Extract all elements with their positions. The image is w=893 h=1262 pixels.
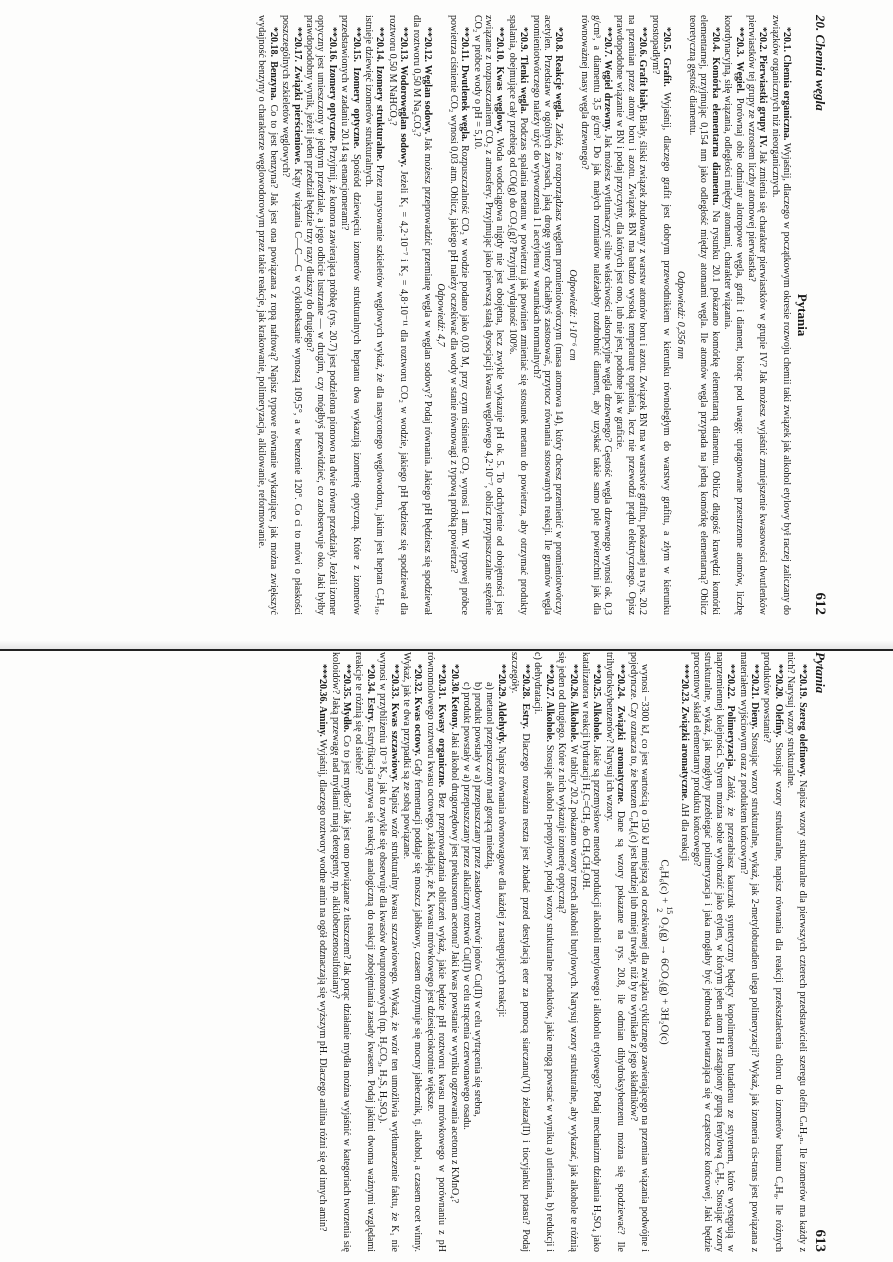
question-label: **20.17. Związki pierścieniowe.	[291, 27, 303, 165]
question-item	[401, 652, 424, 1252]
question-text: Porównaj obie odmiany alotropowe węgla, grafit i diament, biorąc pod uwagę: upragnowane przestrzenne atomów, liczbę koordynacyjną, siłę wiązania, odległości między atomami, charakter wiązania.	[722, 15, 745, 615]
question-label: ***20.36. Aminy.	[317, 664, 329, 737]
question-text: Napisz równania równowagowe dla każdej z następujących reakcji:	[496, 746, 508, 1018]
reaction-formula	[654, 652, 674, 1252]
question-item	[386, 15, 409, 615]
question-item	[448, 652, 459, 1252]
sub-item-list	[461, 682, 495, 1252]
question-text: Na rysunku 20.1 pokazano komórkę elementarną diamentu. Oblicz długość krawędzi komórki elementarnej, przyjmując 0,154 nm jako odległość między atomami węgla. Ile atomów węgla przypada na jedną komórkę elementarną? Oblicz teoretyczną gęstość diamentu.	[686, 15, 721, 615]
question-item	[532, 652, 555, 1252]
question-label: *20.4. Komórka elementarna diamentu.	[709, 27, 721, 206]
chapter-header: Pytania	[813, 652, 828, 694]
question-item	[556, 652, 579, 1252]
question-list	[678, 652, 807, 1252]
question-label: **20.3. Węgiel.	[733, 27, 745, 94]
question-label: **20.27. Alkohole.	[543, 664, 555, 743]
question-label: **20.28. Estry.	[520, 664, 532, 729]
question-list	[256, 15, 792, 615]
sub-item: a) metanol przepuszczony nad gorącą miedzią,	[483, 682, 495, 870]
chapter-header: 20. Chemia węgla	[813, 15, 828, 111]
formula-left: C₆H₆(c) +	[658, 859, 671, 904]
question-label: **20.6. Grafit biały.	[637, 27, 649, 113]
question-item	[737, 652, 760, 1252]
page-gutter-shadow	[0, 640, 893, 649]
question-label: **20.31. Kwasy organiczne.	[436, 664, 448, 788]
question-item	[579, 15, 613, 615]
page-612	[136, 15, 826, 615]
question-item	[353, 652, 376, 1252]
question-text: Co to jest benzyna? Jak jest ona powiązana z ropą naftową? Napisz typowe równanie wykazujące, jak można zwiększyć wydajność benzyny o charakterze węglowodorowym przez takie reakcje, jak krakowanie, polimeryzacja, alkilowanie, reformowanie.	[256, 15, 279, 615]
question-text: ΔH dla reakcji	[678, 803, 690, 862]
question-item	[496, 652, 507, 1252]
question-label: **20.13. Wodorowęglan sodowy.	[398, 27, 410, 168]
question-item	[447, 15, 470, 615]
answer-line: Odpowiedź: 4,7	[435, 283, 447, 347]
question-text: Jak zmienia się charakter pierwiastków w grupie IV? Jak możesz wyjaśnić zmniejszenie kwasowości dwutlenków pierwiastków tej grupy ze wzrostem liczby atomowej pierwiastka?	[745, 15, 769, 616]
question-text: Jak możesz przeprowadzić przemianę węgla w węglan sodowy? Podaj równania. Jakiego pH będziesz się spodziewał dla roztworu 0,50 M Na₂CO₃?	[410, 15, 433, 616]
question-item	[649, 15, 672, 615]
question-item	[678, 652, 689, 1252]
question-label: *20.8. Reakcje węgla.	[553, 27, 565, 120]
question-label: *20.5. Grafit.	[661, 27, 673, 87]
question-text: Przyjmij, że komora zawierająca próbkę (rys. 20.7) jest podzielona pionowo na dwie równe przedziały. Jeżeli izomer optyczny jest umieszczony w jednym przedziale, a jego odbicie lustrzane — w drugim, czy mógłbyś przewidzieć, co zaobserwuje oko. Jaki byłby prawdopodobny wynik, jeżeli jeden przedział będzie trzy razy dłuższy do drugiego?	[303, 15, 338, 616]
section-title: Pytania	[794, 293, 810, 337]
question-item	[329, 652, 352, 1252]
question-text: Napisz wzory strukturalne dla pierwszych czterech przedstawicieli szeregu olefin CₙH₂ₙ. Ile izomerów ma każdy z nich? Narysuj wzory strukturalne.	[785, 652, 808, 1252]
page-number: 612	[812, 592, 828, 615]
question-text: Estryfikacja nazywa się reakcję analogiczną do reakcji zobojętniania zasady kwasem. Podaj jakimi dwoma ważnymi względami reakcje te różnią się od siebie?	[353, 652, 376, 1252]
question-item	[304, 15, 338, 615]
question-item	[377, 652, 400, 1252]
running-head	[814, 652, 826, 1252]
question-text: Wyjaśnij, dlaczego grafit jest dobrym przewodnikiem w kierunku równoległym do warstwy grafitu, a złym w kierunku prostopadłym?	[649, 15, 673, 615]
fraction-numerator: 15	[665, 906, 675, 915]
question-label: **20.12. Węglan sodowy.	[422, 27, 433, 135]
question-label: **20.16. Izomery optyczne.	[326, 27, 338, 143]
question-text: Biały, śliski związek zbudowany z warstw atomów boru i azotu. Związek BN ma w warstwie grafitu, pokazanej na rys. 20.2 na przemian przez atomy boru i azotu. Związek BN ma bardzo wysoką temperaturę topnienia, lecz nie przewodzi prądu elektrycznego. Opisz prawdopodobne wiązanie w BN i podaj przyczyny, dla których jest ono, lub nie jest, podobne jak w graficie.	[614, 15, 649, 615]
question-text: Jaki alkohol drugorzędowy jest prekursorem acetonu? Jaki kwas powstanie w wyniku ogrzewania acetonu z KMnO₄?	[448, 732, 460, 1204]
question-item	[256, 15, 279, 615]
question-item	[769, 15, 792, 615]
page-number: 613	[812, 1229, 828, 1252]
question-text: wynosi −3300 kJ, co jest wartością o 150 kJ mniejszą od oczekiwanej dla związku cyklicznego zawierającego na przemian wiązania podwójne i pojedyncze. Czy oznacza to, że benzen C₆H₆(c) jest bardziej lub mniej trwały, niż by to wynikało z jego składników?	[627, 652, 651, 1252]
question-label: **20.14. Izomery strukturalne.	[374, 27, 386, 162]
question-item	[280, 15, 303, 615]
question-label: **20.15. Izomery optyczne.	[350, 27, 362, 149]
question-text: Podczas spalania metanu w powietrzu jak powinien zmieniać się stosunek metanu do powietrza, aby otrzymać produkty spalania, obejmujące cały przebieg od CO(g) do CO₂(g)? Przyjmij wydajność 100%.	[506, 15, 530, 615]
question-text: Dlaczego rozważna reszta jest zbadać przed destylacją eter za pomocą siarczanu(VI) żelaza(II) i tiocyjanku potasu? Podaj szczegóły.	[508, 652, 532, 1253]
question-label: *20.2. Pierwiastki grupy IV.	[757, 27, 769, 148]
question-label: *20.34. Estry.	[364, 664, 376, 723]
formula-fraction	[654, 906, 674, 914]
question-text: Napisz wzór strukturalny kwasu szczawiowego. Wykaż, że wzór ten umożliwia wytłumaczenie faktu, że K₁ nie wynosi w przybliżeniu 10⁻³ K₂, jak to zwykle się obserwuje dla kwasów dwuprotonowych (np. H₂CO₃, H₂S, H₂SO₃).	[377, 652, 400, 1252]
question-text: Co to jest mydło? Jak jest ono powiązane z tłuszczem? Jak porąc działanie mydła można wyjaśnić w kategoriach tworzenia się koloidów? Jaką przewagę nad mydłami mają detergenty, np. alkilobenzenosulfoniany?	[329, 652, 352, 1252]
question-label: **20.22. Polimeryzacja.	[725, 664, 737, 770]
question-item	[746, 15, 769, 615]
question-text: Wyjaśnij, dlaczego roztwory wodne amin na ogół odznaczają się wyższym pH. Dlaczego anilina różni się od innych amin?	[317, 739, 329, 1232]
question-text: Kąty wiązania C—C—C w cykloheksanie wynoszą 109,5°, a w benzenie 120°. Co ci to mówi o płaskości poszczególnych szkieletów węglowych?	[280, 15, 303, 616]
question-item	[691, 652, 737, 1252]
question-text: Rozpuszczalność CO₂ w wodzie podano jako 0,03 M, przy czym ciśnienie CO₂ wynosi 1 atm. W typowej próbce powietrza ciśnienie CO₂ wynosi 0,03 atm. Oblicz, jakiego pH należy oczekiwać dla wody w stanie równowagi z typową próbką powietrza?	[447, 15, 471, 616]
question-item	[580, 652, 603, 1252]
question-item	[761, 652, 784, 1252]
question-item	[604, 652, 627, 1252]
question-item	[614, 15, 648, 615]
question-text: Dane są wzory pokazane na rys. 20.8, ile odmian dihydroksybenzenu można się spodziewać? Ile trihydroksybenzenów? Narysuj ich wzory.	[603, 652, 627, 1252]
question-label: **20.35. Mydło.	[340, 664, 352, 733]
question-item	[317, 652, 328, 1252]
sub-item: c) produkt powstały w a) przepuszczany przez alkaliczny roztwór Cu(II) w celu strącenia czerwonawego osadu.	[461, 682, 473, 1130]
sub-item: b) produkt powstały w a) przepuszczany przez zasadowy roztwór jonów Cu(II) w celu wytrącenia się srebra,	[472, 682, 484, 1117]
running-head	[814, 15, 826, 615]
question-item	[471, 15, 505, 615]
answer-line: Odpowiedź: 1·10⁻⁶ cm	[566, 269, 578, 361]
question-label: *20.1. Chemia organiczna.	[781, 27, 793, 141]
question-label: *20.32. Kwas octowy.	[412, 664, 424, 756]
question-list	[317, 652, 460, 1252]
question-item	[627, 652, 650, 1252]
question-item	[410, 15, 433, 615]
question-label: **20.33. Kwas szczawiowy.	[388, 664, 400, 783]
question-item	[687, 15, 721, 615]
question-label: **20.24. Związki aromatyczne.	[615, 664, 627, 805]
question-label: **20.29. Aldehydy.	[496, 664, 508, 745]
fraction-denominator: 2	[655, 908, 665, 913]
question-item	[722, 15, 745, 615]
question-item	[785, 652, 808, 1252]
question-text: Załóż, że przerabiasz kauczuk syntetyczny będący kopolimerem butadienu ze styrenem, które występują w naprzemiennej kolejności. Styren można sobie wyobrazić jako etylen, w którym jeden atom H zastąpiony grupą fenylową C₆H₅. Stosując wzory strukturalne, wykaż, jak mogłyby przebiegać polimeryzacja i jaka mogłaby być jednostka powtarzająca się w cząsteczce końcowej. Jaki będzie procentowy skład elementarny produktu końcowego?	[690, 652, 737, 1253]
question-label: **20.21. Dieny.	[748, 664, 760, 730]
question-text: Wyjaśnij, dlaczego w początkowym okresie rozwoju chemii taki związek jak alkohol etylowy był raczej zaliczany do związków organicznych niż nieorganicznych.	[769, 15, 793, 616]
question-text: Bez przeprowadzania obliczeń wykaż, jakie będzie pH roztworu kwasu mrówkowego w porównaniu z pH równomolowego roztworu kwasu octowego, zakładając, że Kₐ kwasu mrówkowego jest dziesięciokrotnie większe.	[424, 652, 448, 1253]
formula-right: O₂(g) → 6CO₂(g) + 3H₂O(c)	[658, 916, 671, 1045]
question-text: Stosując alkohol n-propylowy, podaj wzory strukturalne produktów, jakie mogą powstać w wyniku a) utleniania, b) redukcji i c) dehydratacji.	[532, 652, 555, 1252]
page-613	[136, 652, 826, 1252]
question-text: Jeżeli K₁ = 4,2·10⁻⁷ i K₂ = 4,8·10⁻¹¹ dla roztworu CO₂ w wodzie, jakiego pH będziesz się spodziewał dla roztworu 0,50 M NaHCO₃?	[386, 15, 410, 615]
question-text: Jak możesz wytłumaczyć silne właściwości adsorpcyjne węgla drzewnego? Gęstość węgla drzewnego wynosi ok. 0,3 g/cm³, a diamentu 3,5 g/cm³. Do jak małych rozmiarów należałoby rozdrobnić diament, aby uzyskać takie samo pole powierzchni jak dla równoważnej masy węgla drzewnego?	[579, 15, 614, 615]
question-label: **20.10. Kwas węglowy.	[494, 27, 506, 134]
question-text: Stosując wzory strukturalne, napisz równania dla reakcji przekształcenia chloru do izomerów butanu C₄H₈. Ile różnych produktów powstanie?	[761, 652, 784, 1253]
question-text: Przez narysowanie szkieletów węglowych wykaż, że dla nasyconego węglowodoru, jakim jest heptan C₇H₁₆, istnieje dziewięć izomerów strukturalnych.	[362, 15, 386, 615]
question-text: Stosując wzory strukturalne, wykaż, jak 2-metylobutadien ulega polimeryzacji? Wykaż, jak izomeria cis-trans jest powiązana z materiałem wyjściowym oraz z produktem końcowym?	[737, 652, 760, 1253]
question-label: *20.9. Tlenki węgla.	[518, 27, 530, 114]
question-label: **20.25. Alkohole.	[591, 664, 603, 743]
question-label: ***20.23. Związki aromatyczne.	[678, 664, 690, 801]
question-text: Spośród dziewięciu izomerów strukturalnych heptanu dwa wykazują izomerię optyczną. Które z izomerów przedstawionych w zadaniu 20.14 są enancjomerami?	[339, 15, 362, 615]
page-gutter-line	[0, 649, 893, 651]
question-text: Gdy fermentacji poddaje się moszcz jabłkowy, czasem otrzymuje się mocny jabłecznik, tj. alkohol, a czasem ocet winny. Wykaż, jak te dwa przypadki są ze sobą powiązane.	[401, 652, 424, 1252]
question-text: Woda wodociągowa nigdy nie jest obojętna, lecz zwykle wykazuje pH ok. 5. To odchylenie od obojętności jest związane z rozpuszczaniem CO₂ z atmosfery. Przyjmując jako pierwszą stałą dysocjacji kwasu węglowego 4,2·10⁻⁷, oblicz przypuszczalne stężenie CO₂ w próbce wody o pH = 5,10.	[471, 15, 506, 616]
question-item	[506, 15, 529, 615]
question-item	[508, 652, 531, 1252]
question-label: **20.11. Dwutlenek węgla.	[459, 27, 471, 142]
question-label: *20.30. Ketony.	[448, 664, 460, 730]
question-label: **20.26. Alkohole.	[567, 664, 579, 743]
question-label: *20.18. Benzyna.	[267, 27, 279, 101]
question-item	[424, 652, 447, 1252]
question-list	[496, 652, 650, 1252]
question-item	[339, 15, 362, 615]
question-text: W tablicy 20.2 pokazano wzory trzech alkoholi butylowych. Narysuj wzory strukturalne, aby wykazać, jak alkohole te różnią się jeden od drugiego. Które z nich wykazuje izomerię optyczną?	[556, 652, 579, 1252]
answer-line: Odpowiedź: 0,356 nm	[674, 270, 686, 360]
question-item	[530, 15, 564, 615]
question-label: **20.7. Węgiel drzewny.	[602, 27, 614, 132]
question-item	[363, 15, 386, 615]
question-label: **20.19. Szereg olefinowy.	[796, 664, 808, 777]
question-label: **20.20. Olefiny.	[772, 664, 784, 738]
question-text: Załóż, że rozporządzasz węglem promieniotwórczym (masa atomowa 14), który chcesz przemienić w promieniotwórczy acetylen. Przedstaw w ogólnych zarysach, jaką drogę syntezy chciałbyś zastosować, przytocz równania stosowanych reakcji. Ile gramów węgla promieniotwórczego należy użyć do wytworzenia 1 l acetylenu w warunkach normalnych?	[530, 15, 565, 616]
question-text: Jakie są przemysłowe metody produkcji alkoholi metylowego i alkoholu etylowego? Podaj mechanizm działania H₂SO₄ jako katalizatora w reakcji hydratacji H₂C=CH₂ do CH₃CH₂OH.	[580, 652, 603, 1252]
